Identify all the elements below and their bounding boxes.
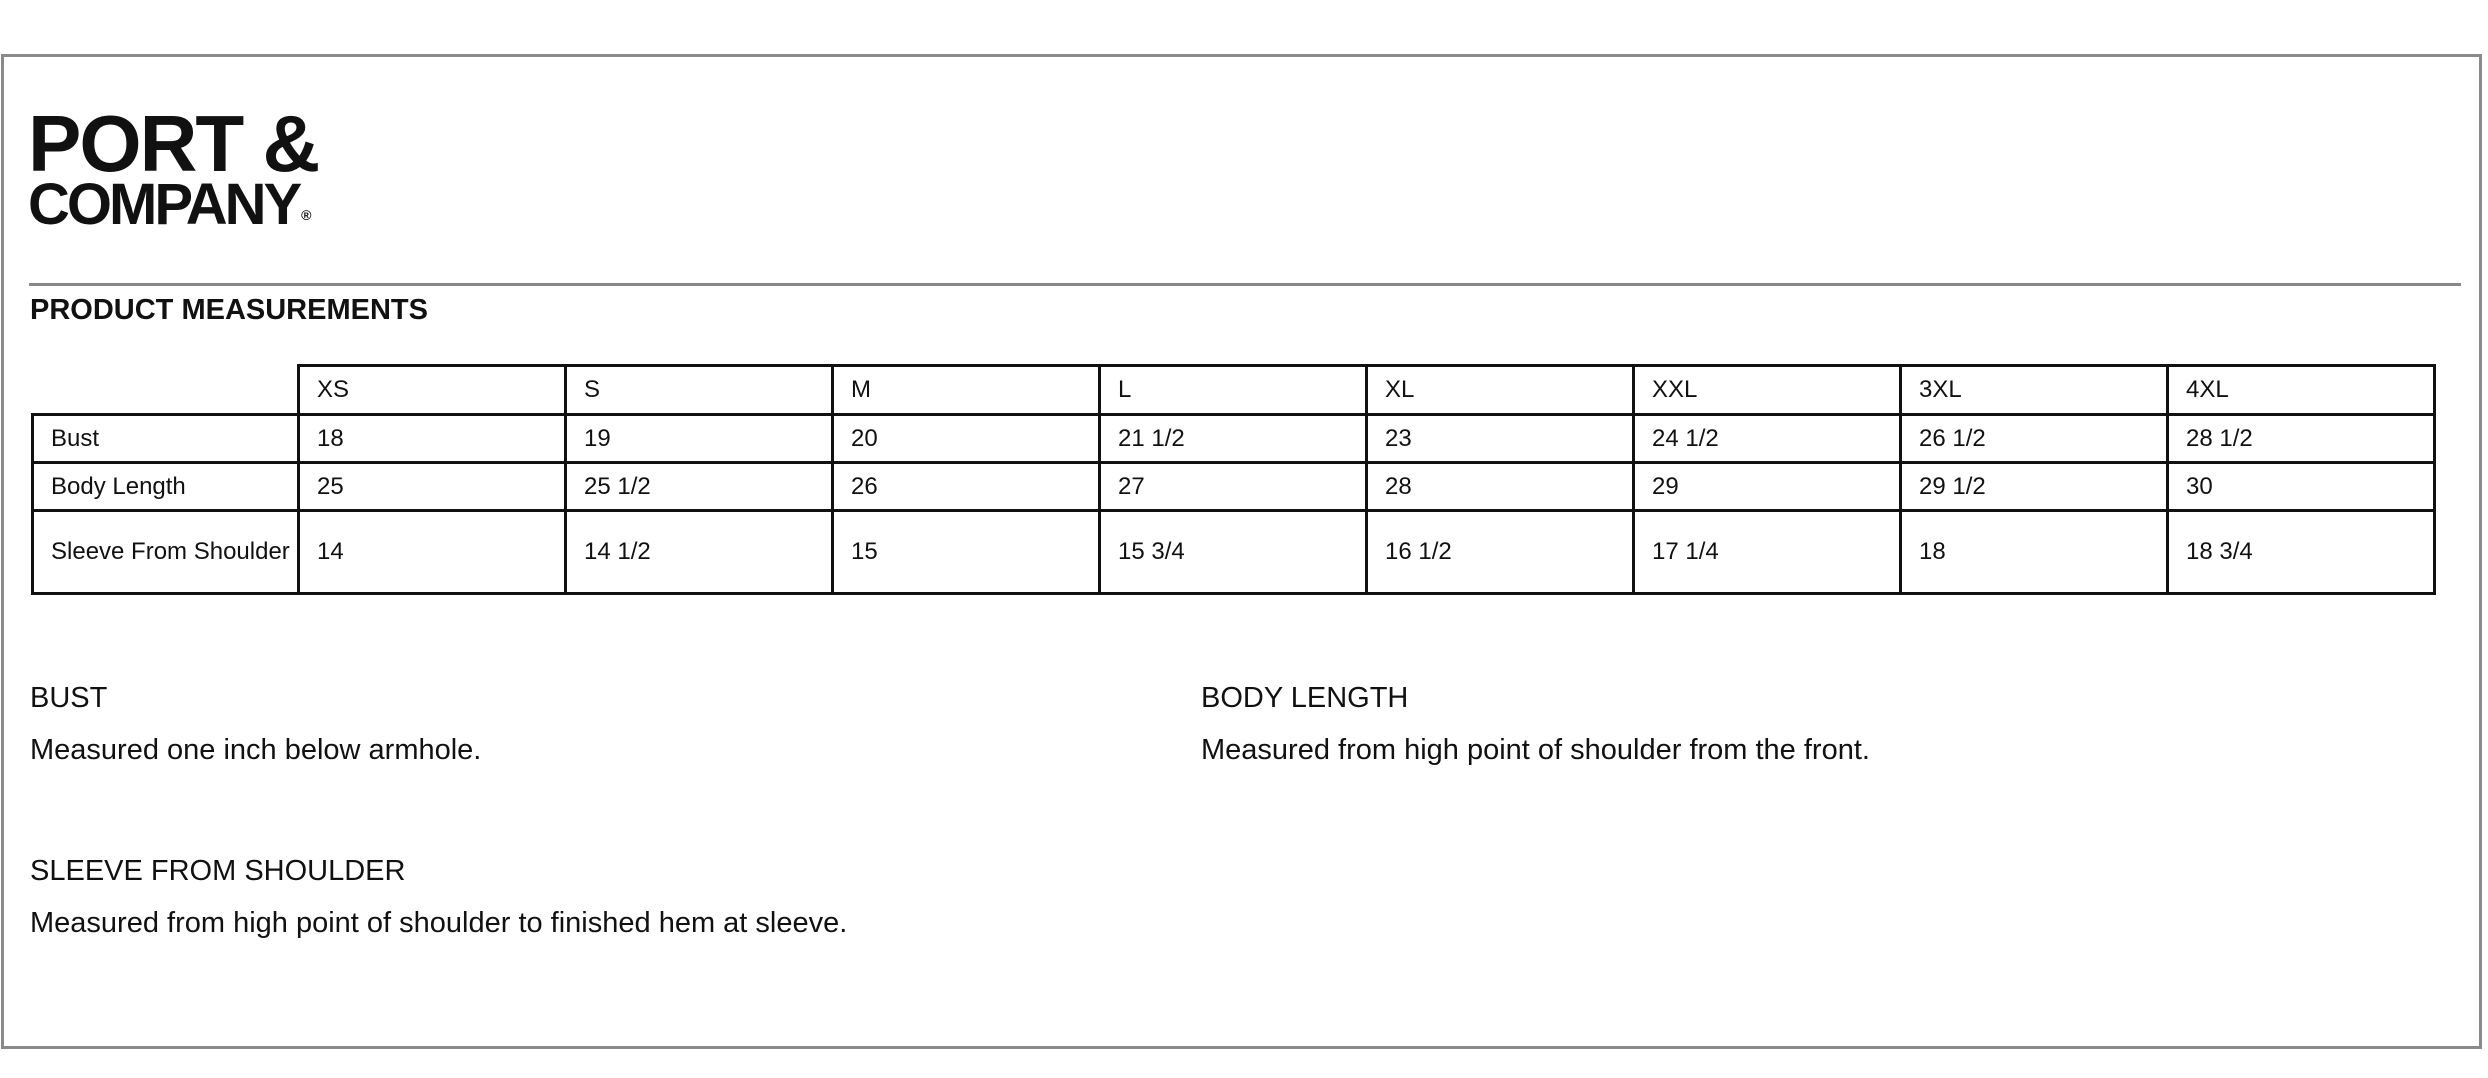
definition-sleeve	[30, 854, 847, 940]
size-header: XXL	[1634, 366, 1901, 415]
definition-title: BODY LENGTH	[1201, 682, 1409, 714]
size-header: M	[833, 366, 1100, 415]
table-cell: 17 1/4	[1634, 511, 1901, 594]
table-cell: 27	[1100, 463, 1367, 511]
measurements-table	[31, 364, 2436, 595]
row-label: Bust	[33, 415, 299, 463]
table-cell: 19	[566, 415, 833, 463]
table-cell: 15	[833, 511, 1100, 594]
size-header: L	[1100, 366, 1367, 415]
table-cell: 25 1/2	[566, 463, 833, 511]
table-cell: 23	[1367, 415, 1634, 463]
table-cell: 14	[299, 511, 566, 594]
definition-text: Measured one inch below armhole.	[30, 734, 482, 766]
size-header: 4XL	[2168, 366, 2435, 415]
table-row-sleeve	[33, 511, 2435, 594]
definition-body-length	[1201, 681, 1870, 767]
table-cell: 29	[1634, 463, 1901, 511]
header-divider	[29, 283, 2461, 286]
table-row-body-length	[33, 463, 2435, 511]
row-label: Body Length	[33, 463, 299, 511]
table-cell: 26	[833, 463, 1100, 511]
section-title: PRODUCT MEASUREMENTS	[30, 294, 428, 326]
table-cell: 30	[2168, 463, 2435, 511]
header-corner-cell	[33, 366, 299, 415]
table-cell: 18	[1901, 511, 2168, 594]
brand-logo	[28, 99, 420, 237]
definition-text: Measured from high point of shoulder to finished hem at sleeve.	[30, 907, 848, 939]
size-header: XL	[1367, 366, 1634, 415]
table-cell: 18	[299, 415, 566, 463]
logo-line-1: PORT &	[28, 99, 319, 188]
definition-text: Measured from high point of shoulder from the front.	[1201, 734, 1870, 766]
definition-title: SLEEVE FROM SHOULDER	[30, 855, 406, 887]
table-cell: 28 1/2	[2168, 415, 2435, 463]
row-label: Sleeve From Shoulder	[33, 511, 299, 594]
table-cell: 24 1/2	[1634, 415, 1901, 463]
definition-title: BUST	[30, 682, 108, 714]
registered-mark: ®	[301, 207, 312, 223]
definition-bust	[30, 681, 481, 767]
table-cell: 29 1/2	[1901, 463, 2168, 511]
table-cell: 14 1/2	[566, 511, 833, 594]
logo-line-2-text: COMPANY	[28, 172, 300, 237]
table-cell: 16 1/2	[1367, 511, 1634, 594]
table-row-bust	[33, 415, 2435, 463]
table-cell: 15 3/4	[1100, 511, 1367, 594]
logo-line-2	[28, 172, 312, 244]
table-cell: 21 1/2	[1100, 415, 1367, 463]
table-cell: 28	[1367, 463, 1634, 511]
table-cell: 18 3/4	[2168, 511, 2435, 594]
size-header: 3XL	[1901, 366, 2168, 415]
table-cell: 26 1/2	[1901, 415, 2168, 463]
size-header: S	[566, 366, 833, 415]
size-header: XS	[299, 366, 566, 415]
table-cell: 25	[299, 463, 566, 511]
table-cell: 20	[833, 415, 1100, 463]
table-header-row	[33, 366, 2435, 415]
